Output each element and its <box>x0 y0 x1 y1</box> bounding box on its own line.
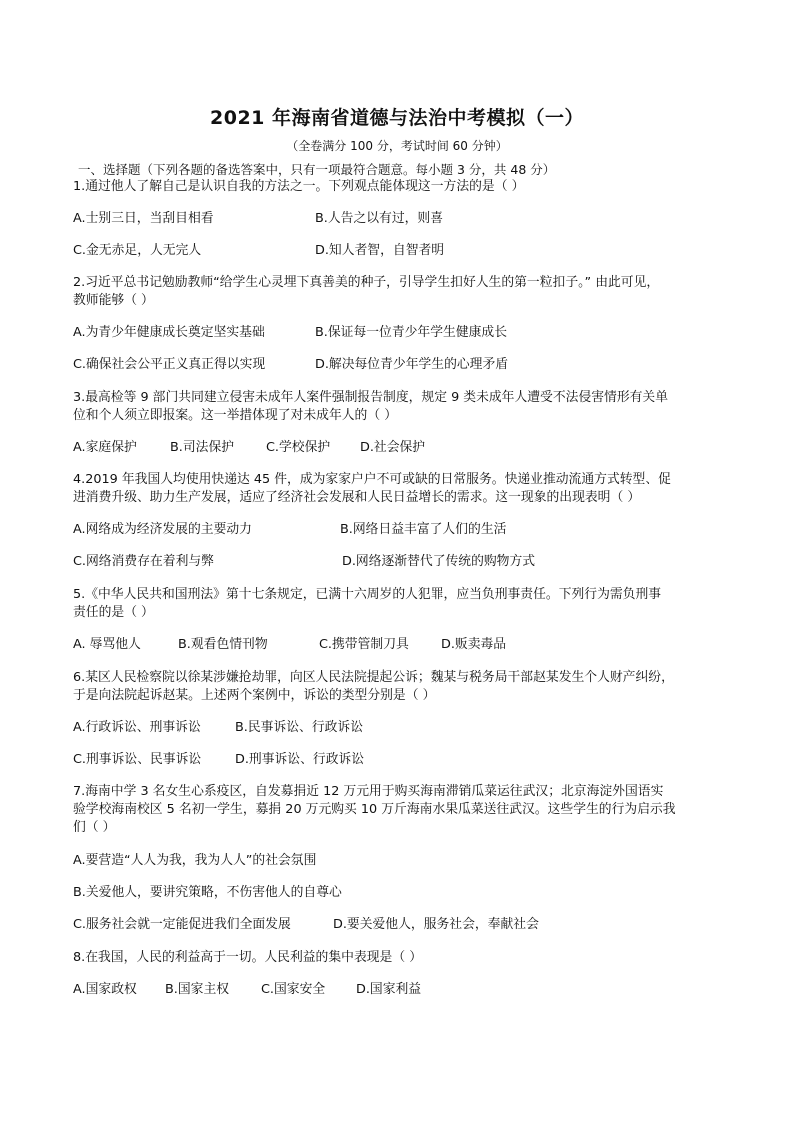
question-3-stem-line-1: 3.最高检等 9 部门共同建立侵害未成年人案件强制报告制度，规定 9 类未成年人遭受不法侵害情形有关单 <box>73 390 669 405</box>
q5-option-d: D.贩卖毒品 <box>441 637 507 652</box>
question-6-stem-line-2: 于是向法院起诉赵某。上述两个案例中，诉讼的类型分别是（ ） <box>73 688 436 703</box>
q6-option-c: C.刑事诉讼、民事诉讼 <box>73 752 202 767</box>
question-2-stem-line-1: 2.习近平总书记勉励教师“给学生心灵埋下真善美的种子，引导学生扣好人生的第一粒扣子。” 由此可见， <box>73 275 660 290</box>
q3-option-a: A.家庭保护 <box>73 440 137 455</box>
q8-option-a: A.国家政权 <box>73 982 137 997</box>
q3-option-b: B.司法保护 <box>170 440 235 455</box>
q2-option-a: A.为青少年健康成长奠定坚实基础 <box>73 325 265 340</box>
q5-option-a: A. 辱骂他人 <box>73 637 141 652</box>
question-1-stem: 1.通过他人了解自己是认识自我的方法之一。下列观点能体现这一方法的是（ ） <box>73 179 525 194</box>
question-5-stem-line-1: 5.《中华人民共和国刑法》第十七条规定，已满十六周岁的人犯罪，应当负刑事责任。下列行为需负刑事 <box>73 587 662 602</box>
question-8-stem: 8.在我国，人民的利益高于一切。人民利益的集中表现是（ ） <box>73 950 422 965</box>
question-7-stem-line-2: 验学校海南校区 5 名初一学生，募捐 20 万元购买 10 万斤海南水果瓜菜送往武汉。这些学生的行为启示我 <box>73 802 676 817</box>
question-4-stem-line-1: 4.2019 年我国人均使用快递达 45 件，成为家家户户不可或缺的日常服务。快递业推动流通方式转型、促 <box>73 472 671 487</box>
q7-option-d: D.要关爱他人，服务社会，奉献社会 <box>333 917 539 932</box>
q1-option-c: C.金无赤足，人无完人 <box>73 243 202 258</box>
q2-option-c: C.确保社会公平正义真正得以实现 <box>73 357 266 372</box>
question-2-stem-line-2: 教师能够（ ） <box>73 293 154 308</box>
q7-option-b: B.关爱他人，要讲究策略，不伤害他人的自尊心 <box>73 885 342 900</box>
q5-option-b: B.观看色情刊物 <box>178 637 268 652</box>
q8-option-d: D.国家利益 <box>356 982 422 997</box>
q1-option-b: B.人告之以有过，则喜 <box>315 211 444 226</box>
question-7-stem-line-1: 7.海南中学 3 名女生心系疫区，自发募捐近 12 万元用于购买海南滞销瓜菜运往武汉；北京海淀外国语实 <box>73 784 664 799</box>
q4-option-c: C.网络消费存在着利与弊 <box>73 554 214 569</box>
question-5-stem-line-2: 责任的是（ ） <box>73 605 154 620</box>
q4-option-a: A.网络成为经济发展的主要动力 <box>73 522 252 537</box>
q6-option-b: B.民事诉讼、行政诉讼 <box>235 720 364 735</box>
exam-info: （全卷满分 100 分，考试时间 60 分钟） <box>286 139 508 153</box>
q2-option-b: B.保证每一位青少年学生健康成长 <box>315 325 508 340</box>
q4-option-d: D.网络逐渐替代了传统的购物方式 <box>342 554 536 569</box>
question-4-stem-line-2: 进消费升级、助力生产发展，适应了经济社会发展和人民日益增长的需求。这一现象的出现表明（ ） <box>73 490 641 505</box>
section-heading: 一、选择题（下列各题的备选答案中，只有一项最符合题意。每小题 3 分，共 48 分） <box>78 162 556 177</box>
q6-option-d: D.刑事诉讼、行政诉讼 <box>235 752 365 767</box>
q5-option-c: C.携带管制刀具 <box>319 637 409 652</box>
q7-option-a: A.要营造“人人为我，我为人人”的社会氛围 <box>73 853 317 868</box>
q7-option-c: C.服务社会就一定能促进我们全面发展 <box>73 917 291 932</box>
q6-option-a: A.行政诉讼、刑事诉讼 <box>73 720 201 735</box>
q8-option-c: C.国家安全 <box>261 982 326 997</box>
question-7-stem-line-3: 们（ ） <box>73 820 116 835</box>
q3-option-c: C.学校保护 <box>266 440 331 455</box>
q1-option-a: A.士别三日，当刮目相看 <box>73 211 214 226</box>
q3-option-d: D.社会保护 <box>360 440 426 455</box>
page-title: 2021 年海南省道德与法治中考模拟（一） <box>210 107 584 129</box>
q8-option-b: B.国家主权 <box>165 982 230 997</box>
question-6-stem-line-1: 6.某区人民检察院以徐某涉嫌抢劫罪，向区人民法院提起公诉；魏某与税务局干部赵某发生个人财产纠纷， <box>73 670 674 685</box>
q1-option-d: D.知人者智，自智者明 <box>315 243 445 258</box>
q4-option-b: B.网络日益丰富了人们的生活 <box>340 522 507 537</box>
q2-option-d: D.解决每位青少年学生的心理矛盾 <box>315 357 509 372</box>
question-3-stem-line-2: 位和个人须立即报案。这一举措体现了对未成年人的（ ） <box>73 408 397 423</box>
